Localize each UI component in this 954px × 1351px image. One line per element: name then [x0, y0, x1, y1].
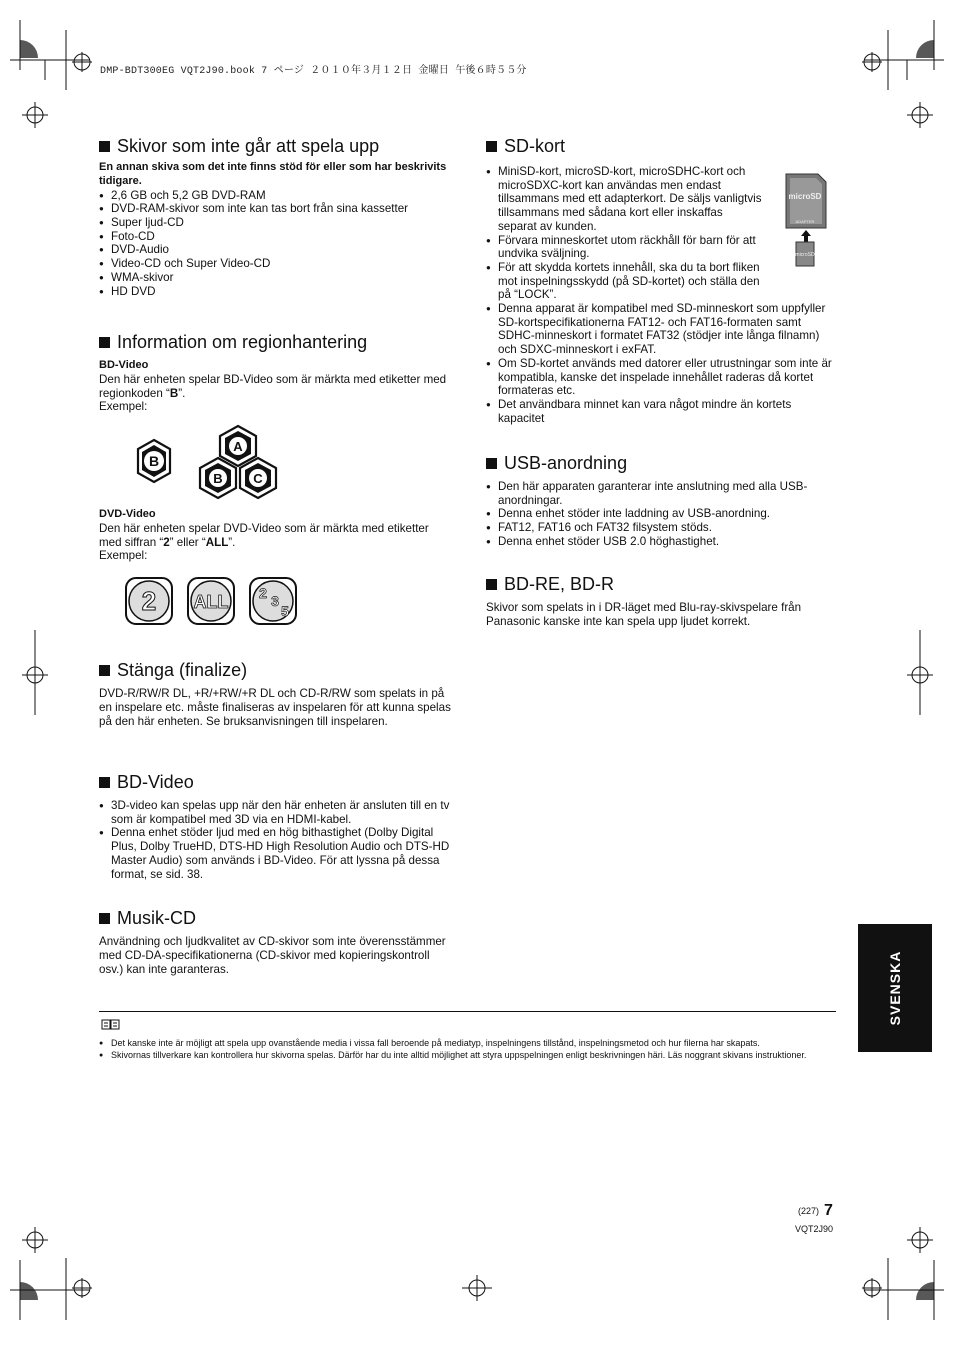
list-item: ● Om SD-kortet används med datorer eller utrustningar som inte är kompatibla, kanske det inspelade innehållet raderas då kortet formateras etc. — [486, 357, 836, 398]
section-heading: Skivor som inte går att spela upp — [99, 135, 451, 157]
dvd-logo-235 — [250, 578, 296, 624]
list-item: ● Denna enhet stöder ljud med en hög bithastighet (Dolby Digital Plus, Dolby TrueHD, DTS-HD High Resolution Audio och DTS-HD Master Audio) som används i BD-Video. För att lyssna på dessa format, se sid. 38. — [99, 826, 451, 881]
list-item: ● Den här apparaten garanterar inte anslutning med alla USB-anordningar. — [486, 480, 836, 507]
music-cd-text: Användning och ljudkvalitet av CD-skivor som inte överensstämmer med CD-DA-specifikationerna (CD-skivor med kopieringskontroll osv.) kan inte garanteras. — [99, 935, 446, 976]
bd-region-logos — [130, 424, 280, 502]
list-item: ● DVD-RAM-skivor som inte kan tas bort från sina kassetter — [99, 202, 451, 216]
list-item: ● För att skydda kortets innehåll, ska du ta bort fliken mot inspelningsskydd (på SD-kortet) och ställa den på “LOCK”. — [486, 261, 762, 302]
document-code: VQT2J90 — [795, 1224, 834, 1234]
dvd-region-block — [99, 508, 451, 563]
usb-section — [486, 452, 836, 549]
square-bullet-icon — [486, 141, 497, 152]
card-brand-label: microSD — [788, 192, 822, 201]
section-heading: SD-kort — [486, 135, 836, 157]
card-small-label: microSD — [795, 252, 815, 258]
list-item: ● Det användbara minnet kan vara något mindre än kortets kapacitet — [486, 398, 836, 425]
bd-logo-b — [138, 440, 170, 482]
language-tab: SVENSKA — [858, 924, 932, 1052]
bd-region-text: Den här enheten spelar BD-Video som är märkta med etiketter med regionkoden “B”. — [99, 372, 447, 400]
list-item: ● Denna apparat är kompatibel med SD-minneskort som uppfyller SD-kortspecifikationerna FAT12- och FAT16-formaten samt SDHC-minneskort i formatet FAT32 (stödjer inte långa filnamn) och SDXC-minneskort i exFAT. — [486, 302, 836, 357]
bd-video-label: BD-Video — [99, 359, 149, 371]
square-bullet-icon — [486, 458, 497, 469]
square-bullet-icon — [99, 141, 110, 152]
bd-video-section — [99, 771, 451, 881]
bd-video-list — [99, 799, 451, 881]
logo-letter: B — [148, 453, 160, 469]
unsupported-list — [99, 189, 451, 299]
logo-letter: A — [233, 439, 243, 454]
svg-text:2: 2 — [141, 586, 157, 616]
dvd-logo-2 — [126, 578, 172, 624]
intro-text: En annan skiva som det inte finns stöd för eller som har beskrivits tidigare. — [99, 161, 447, 187]
list-item: ● FAT12, FAT16 och FAT32 filsystem stöds. — [486, 521, 836, 535]
section-heading: Information om regionhantering — [99, 331, 451, 353]
section-heading: BD-RE, BD-R — [486, 573, 836, 595]
svg-text:5: 5 — [281, 603, 289, 619]
list-item: ● Foto-CD — [99, 230, 451, 244]
square-bullet-icon — [486, 579, 497, 590]
list-item: ● WMA-skivor — [99, 271, 451, 285]
svg-text:ALL: ALL — [193, 592, 229, 612]
list-item: ● HD DVD — [99, 285, 451, 299]
list-item: ● Super ljud-CD — [99, 216, 451, 230]
example-label: Exempel: — [99, 549, 148, 563]
bd-logo-abc — [200, 426, 276, 498]
list-item: ● Denna enhet stöder USB 2.0 höghastighet. — [486, 535, 836, 549]
notes-list — [99, 1038, 829, 1061]
section-heading: Musik-CD — [99, 907, 451, 929]
square-bullet-icon — [99, 665, 110, 676]
svg-text:2: 2 — [259, 585, 267, 601]
left-column — [99, 135, 451, 298]
card-adapter-label: ADAPTER — [795, 219, 815, 224]
list-item: ● Video-CD och Super Video-CD — [99, 257, 451, 271]
section-heading: USB-anordning — [486, 452, 836, 474]
logo-letter: C — [253, 471, 263, 486]
note-item: ● Skivornas tillverkare kan kontrollera hur skivorna spelas. Därför har du inte alltid möjlighet att styra uppspelningen enligt beskrivningen häri. Läs noggrant skivans instruktioner. — [99, 1050, 829, 1062]
page-reference: (227) — [798, 1206, 820, 1216]
book-icon — [101, 1019, 121, 1031]
square-bullet-icon — [99, 913, 110, 924]
file-header: DMP-BDT300EG VQT2J90.book 7 ページ ２０１０年３月１２日 金曜日 午後６時５５分 — [100, 66, 527, 77]
page-number: 7 — [824, 1202, 833, 1219]
notes-block — [99, 1038, 829, 1061]
svg-text:3: 3 — [271, 593, 279, 609]
list-item: ● DVD-Audio — [99, 243, 451, 257]
music-cd-section — [99, 907, 451, 976]
dvd-region-text: Den här enheten spelar DVD-Video som är märkta med etiketter med siffran “2” eller “ALL”. — [99, 521, 429, 549]
usb-list — [486, 480, 836, 549]
dvd-video-label: DVD-Video — [99, 508, 156, 520]
dvd-region-logos — [124, 576, 304, 628]
logo-letter: B — [213, 471, 223, 486]
bd-re-section — [486, 573, 836, 629]
bd-re-text: Skivor som spelats in i DR-läget med Blu-ray-skivspelare från Panasonic kanske inte kan spela upp ljudet korrekt. — [486, 601, 802, 628]
finalize-text: DVD-R/RW/R DL, +R/+RW/+R DL och CD-R/RW som spelats in på en inspelare etc. måste finaliseras av inspelaren för att kunna spelas på den här enheten. Se bruksanvisningen till inspelaren. — [99, 687, 451, 728]
divider — [99, 1011, 836, 1012]
note-item: ● Det kanske inte är möjligt att spela upp ovanstående media i vissa fall beroende på mediatyp, inspelningens tillstånd, inspelningsmetod och hur filerna har skapats. — [99, 1038, 829, 1050]
section-heading: BD-Video — [99, 771, 451, 793]
square-bullet-icon — [99, 777, 110, 788]
region-section — [99, 331, 451, 414]
example-label: Exempel: — [99, 400, 148, 414]
list-item: ● Förvara minneskortet utom räckhåll för barn för att undvika sväljning. — [486, 234, 762, 261]
sd-adapter-image — [782, 172, 830, 268]
list-item: ● Denna enhet stöder inte laddning av USB-anordning. — [486, 507, 836, 521]
list-item: ● 3D-video kan spelas upp när den här enheten är ansluten till en tv som är kompatibel med 3D via en HDMI-kabel. — [99, 799, 451, 826]
section-heading: Stänga (finalize) — [99, 659, 451, 681]
list-item: ● MiniSD-kort, microSD-kort, microSDHC-kort och microSDXC-kort kan användas men endast tillsammans med ett adapterkort. De säljs vanligtvis tillsammans med sådana kort eller inskaffas separat av kunden. — [486, 165, 762, 234]
square-bullet-icon — [99, 337, 110, 348]
dvd-logo-all — [188, 578, 234, 624]
finalize-section — [99, 659, 451, 728]
list-item: ● 2,6 GB och 5,2 GB DVD-RAM — [99, 189, 451, 203]
